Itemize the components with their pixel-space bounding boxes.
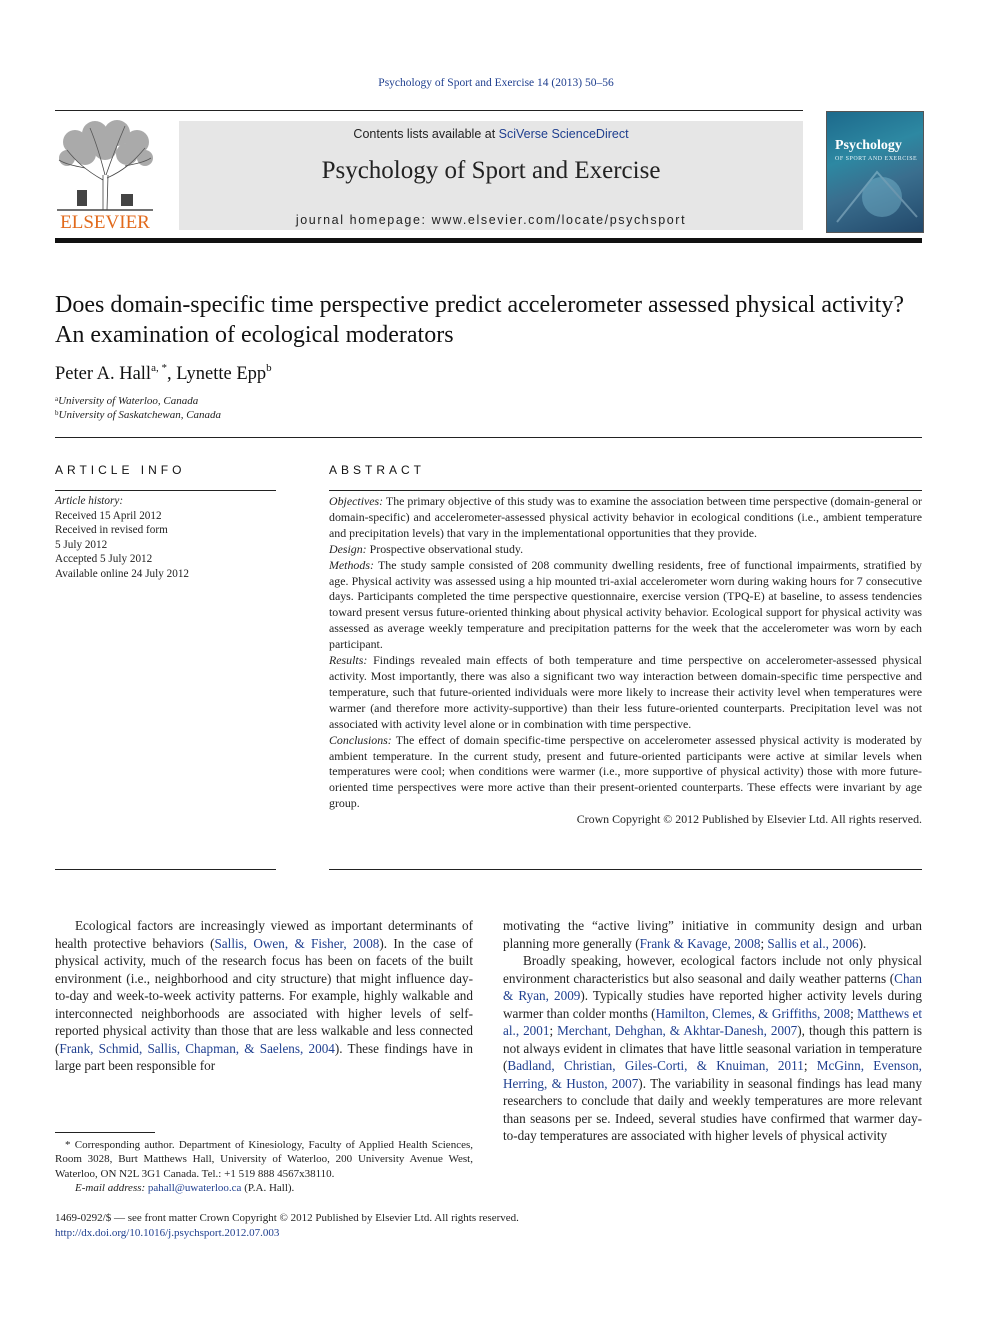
author-list bbox=[55, 362, 272, 385]
citation-link[interactable]: Frank & Kavage, 2008 bbox=[639, 935, 761, 951]
body-paragraph bbox=[503, 917, 922, 952]
methods-label: Methods: bbox=[329, 557, 374, 572]
corresponding-author-footnote bbox=[55, 1138, 473, 1195]
history-revised-date: 5 July 2012 bbox=[55, 538, 108, 551]
body-text-run: ; bbox=[850, 1005, 858, 1021]
affiliation-a-text: University of Waterloo, Canada bbox=[58, 395, 199, 407]
conclusions-label: Conclusions: bbox=[329, 732, 392, 747]
article-title: Does domain-specific time perspective predict accelerometer assessed physical activity? An examination of ecological moderators bbox=[55, 292, 904, 348]
affiliation-b-text: University of Saskatchewan, Canada bbox=[58, 409, 222, 421]
email-label: E-mail address: bbox=[75, 1181, 146, 1194]
conclusions-text: The effect of domain specific-time perspective on accelerometer assessed physical activity is moderated by ambient temperature. In the current study, present and future-oriented participants were active at similar levels when temperatures were cool; when conditions were warmer (i.e., more supportive of physical activity) those with more future-oriented time perspectives were more active than their present-oriented counterparts. These effects were invariant by age group. bbox=[329, 732, 922, 811]
sciencedirect-link[interactable]: SciVerse ScienceDirect bbox=[498, 127, 629, 141]
citation-link[interactable]: Sallis, Owen, & Fisher, 2008 bbox=[214, 935, 380, 951]
abstract-body bbox=[329, 494, 922, 828]
citation-link[interactable]: Matthews et al., 2001 bbox=[503, 1005, 922, 1038]
abstract-objectives bbox=[329, 494, 922, 542]
body-text-run: ). Typically studies have reported higher activity levels during warmer than colder months ( bbox=[503, 988, 922, 1021]
abstract-design bbox=[329, 542, 922, 558]
doi-link[interactable]: http://dx.doi.org/10.1016/j.psychsport.2012.07.003 bbox=[55, 1227, 280, 1239]
body-text-run: ). In the case of physical activity, much of the research focus has been on facets of the built environment (i.e., neighborhood and city structure) that might influence day-to-day and week-to-week activity patterns. For example, highly walkable and interconnected neighborhoods are associated with higher levels of self-reported physical activity than those that are less walkable and less connected ( bbox=[55, 935, 473, 1056]
body-column-right bbox=[503, 917, 922, 1145]
citation-link[interactable]: McGinn, Evenson, Herring, & Huston, 2007 bbox=[503, 1058, 922, 1091]
title-block-rule bbox=[55, 437, 922, 438]
affiliation-a bbox=[55, 395, 198, 407]
abstract-end-rule bbox=[329, 869, 922, 870]
issn-line: 1469-0292/$ — see front matter Crown Copyright © 2012 Published by Elsevier Ltd. All rights reserved. bbox=[55, 1212, 519, 1224]
abstract-heading: ABSTRACT bbox=[329, 463, 426, 477]
results-label: Results: bbox=[329, 653, 368, 668]
body-text-run: ; bbox=[803, 1058, 817, 1073]
objectives-text: The primary objective of this study was to examine the association between time perspective (domain-general or domain-specific) and accelerometer-assessed physical activity behavior in ecological conditions (i.e., ambient temperature and precipitation levels) that vary in the implementational opportunities that they provide. bbox=[329, 494, 922, 540]
affiliation-a-marker: a bbox=[55, 395, 59, 403]
citation-link[interactable]: Sallis et al., 2006 bbox=[767, 935, 859, 951]
author-epp[interactable]: Lynette Epp bbox=[176, 364, 267, 384]
article-info-rule bbox=[55, 490, 276, 491]
header-rule bbox=[55, 110, 803, 111]
elsevier-wordmark: ELSEVIER bbox=[60, 212, 150, 233]
contents-line bbox=[179, 127, 803, 141]
body-paragraph bbox=[503, 952, 922, 1145]
email-suffix: (P.A. Hall). bbox=[241, 1181, 295, 1194]
body-text-run: ). The variability in seasonal findings has lead many researchers to conclude that daily and weekly temperatures are more relevant than seasons per se. Indeed, several studies have confirmed that warmer day-to-day temperatures are associated with higher levels of physical activity bbox=[503, 1075, 922, 1143]
abstract-rule bbox=[329, 490, 922, 491]
email-link[interactable]: pahall@uwaterloo.ca bbox=[147, 1181, 242, 1194]
abstract-results bbox=[329, 653, 922, 733]
history-accepted: Accepted 5 July 2012 bbox=[55, 553, 153, 566]
journal-masthead bbox=[179, 121, 803, 230]
objectives-label: Objectives: bbox=[329, 494, 384, 508]
history-label: Article history: bbox=[55, 495, 124, 507]
journal-cover-image bbox=[826, 111, 924, 233]
body-text-run: ; bbox=[760, 935, 768, 951]
journal-citation[interactable]: Psychology of Sport and Exercise 14 (2013) 50–56 bbox=[378, 77, 614, 89]
footnote-email bbox=[55, 1181, 473, 1195]
citation-link[interactable]: Merchant, Dehghan, & Akhtar-Danesh, 2007 bbox=[557, 1023, 798, 1038]
author-hall-affil-marker[interactable]: a, * bbox=[151, 362, 167, 374]
design-label: Design: bbox=[329, 541, 367, 556]
author-hall[interactable]: Peter A. Hall bbox=[55, 364, 152, 384]
body-text-run: Broadly speaking, however, ecological factors include not only physical environment characteristics but also seasonal and daily weather patterns ( bbox=[503, 953, 922, 986]
cover-subtitle: OF SPORT AND EXERCISE bbox=[835, 156, 918, 162]
affiliation-b bbox=[55, 409, 221, 421]
history-online: Available online 24 July 2012 bbox=[55, 567, 190, 580]
body-paragraph bbox=[55, 917, 473, 1075]
methods-text: The study sample consisted of 208 community dwelling residents, free of functional impairments, stratified by age. Physical activity was assessed using a hip mounted tri-axial accelerometer worn during waking hours for 7 consecutive days. Participants completed the time perspective questionnaire, exercise version (TPQ-E) at baseline, to assess tendencies toward present versus future-oriented thinking about physical activity behavior. Ecological support for physical activity was assessed as average weekly temperature and precipitation patterns for the week that the accelerometer was worn by each participant. bbox=[329, 557, 922, 652]
citation-link[interactable]: Badland, Christian, Giles-Corti, & Knuiman, 2011 bbox=[507, 1058, 804, 1073]
journal-title: Psychology of Sport and Exercise bbox=[321, 157, 661, 184]
citation-link[interactable]: Hamilton, Clemes, & Griffiths, 2008 bbox=[655, 1005, 851, 1021]
article-info-heading: ARTICLE INFO bbox=[55, 463, 186, 477]
citation-link[interactable]: Chan & Ryan, 2009 bbox=[503, 970, 922, 1003]
affiliation-b-marker: b bbox=[55, 409, 59, 417]
body-column-left bbox=[55, 917, 473, 1075]
journal-homepage[interactable]: journal homepage: www.elsevier.com/locate/psychsport bbox=[295, 213, 687, 227]
cover-title: Psychology bbox=[835, 138, 902, 153]
masthead-thick-rule bbox=[55, 238, 922, 243]
results-text: Findings revealed main effects of both temperature and time perspective on accelerometer-assessed physical activity. Most importantly, there was also a significant two way interaction between domain-specific time perspective and temperature, such that future-oriented individuals were more likely to increase their activity level when temperatures were warmer (and therefore more activity-supportive) than their less future-oriented counterparts. Precipitation level was not associated with activity level alone or in combination with time perspective. bbox=[329, 653, 922, 731]
footnote-rule bbox=[55, 1132, 155, 1133]
body-text-run: motivating the “active living” initiative in community design and urban planning more generally ( bbox=[503, 918, 922, 951]
citation-link[interactable]: Frank, Schmid, Sallis, Chapman, & Saelens, 2004 bbox=[59, 1040, 335, 1056]
contents-prefix: Contents lists available at bbox=[353, 127, 499, 141]
body-text-run: ). These findings have in large part been responsible for bbox=[55, 1040, 473, 1073]
abstract-conclusions bbox=[329, 733, 922, 813]
design-text: Prospective observational study. bbox=[366, 541, 524, 556]
abstract-copyright: Crown Copyright © 2012 Published by Elsevier Ltd. All rights reserved. bbox=[576, 812, 922, 827]
history-received: Received 15 April 2012 bbox=[55, 509, 162, 522]
article-history bbox=[55, 494, 276, 582]
footnote-corresponding: * Corresponding author. Department of Kinesiology, Faculty of Applied Health Sciences, Room 3028, Burt Matthews Hall, University of Waterloo, 200 University Avenue West, Waterloo, ON N2L 3G1 Canada. Tel.: +1 519 888 4567x38110. bbox=[55, 1139, 473, 1180]
body-text-run: ). bbox=[858, 935, 867, 951]
history-revised: Received in revised form bbox=[55, 524, 168, 537]
author-epp-affil-marker[interactable]: b bbox=[266, 362, 272, 374]
author-separator: , bbox=[166, 364, 177, 384]
article-info-end-rule bbox=[55, 869, 276, 870]
body-text-run: ; bbox=[549, 1023, 558, 1038]
abstract-methods bbox=[329, 558, 922, 653]
body-text-run: Ecological factors are increasingly viewed as important determinants of health protective behaviors ( bbox=[55, 918, 473, 951]
body-text-run: ), though this pattern is not always evident in climates that have little seasonal variation in temperature ( bbox=[503, 1023, 922, 1073]
